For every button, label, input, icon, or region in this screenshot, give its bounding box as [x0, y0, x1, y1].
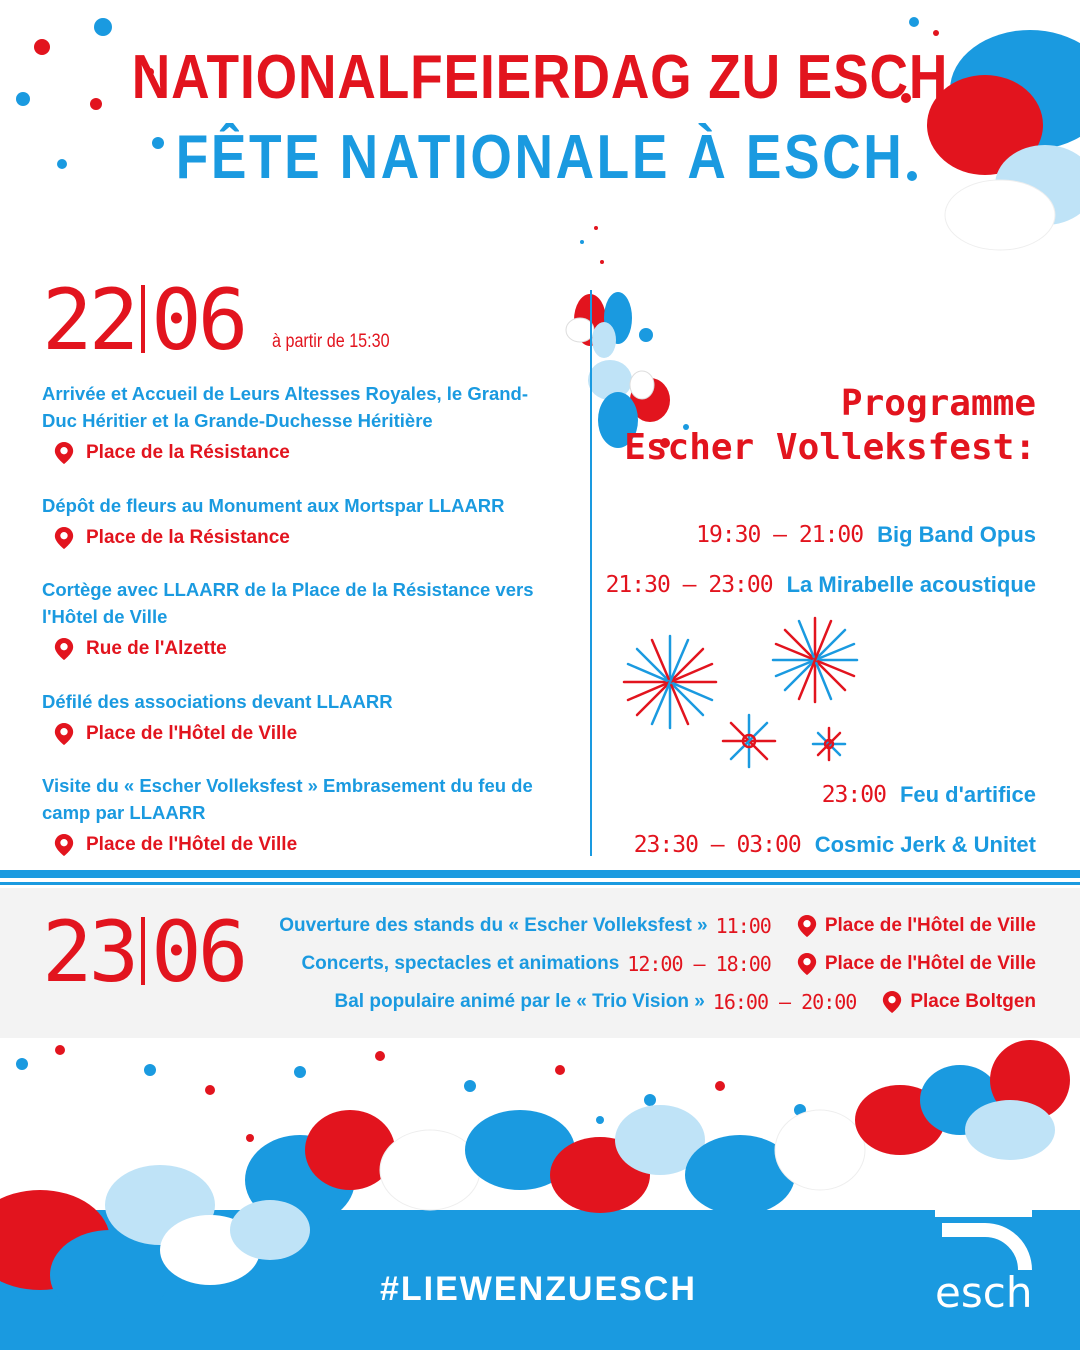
map-pin-icon: [54, 834, 74, 856]
programme-act: La Mirabelle acoustique: [786, 572, 1036, 597]
day2-item-location: Place de l'Hôtel de Ville: [824, 915, 1036, 936]
event-location-label: Place de l'Hôtel de Ville: [86, 723, 298, 744]
programme-time: 19:30 – 21:00: [696, 522, 864, 548]
map-pin-icon: [54, 723, 74, 745]
title-french: FÊTE NATIONALE À ESCH: [175, 123, 905, 192]
programme-act: Feu d'artifice: [899, 782, 1036, 807]
event-item: [42, 772, 562, 856]
event-location-label: Place de l'Hôtel de Ville: [86, 834, 298, 855]
day2-item-location: Place Boltgen: [910, 991, 1036, 1012]
programme-item: [606, 572, 1036, 598]
event-item: [42, 492, 562, 549]
programme-title: [624, 382, 1036, 470]
event-item: [42, 380, 562, 464]
map-pin-icon: [54, 527, 74, 549]
day1-month: 06: [151, 271, 245, 369]
day2-item-time: 12:00 – 18:00: [627, 952, 771, 976]
day1-day: 22: [42, 271, 136, 369]
event-title: Visite du « Escher Volleksfest » Embrasement du feu de camp par LLAARR: [42, 775, 533, 823]
day2-item: [335, 990, 1036, 1014]
day2-item-location: Place de l'Hôtel de Ville: [824, 953, 1036, 974]
day2-item-title: Bal populaire animé par le « Trio Vision »: [334, 991, 705, 1012]
programme-time: 23:30 – 03:00: [633, 832, 801, 858]
day2-day: 23: [42, 903, 136, 1001]
day2-month: 06: [151, 903, 245, 1001]
day2-item-time: 11:00: [715, 914, 771, 938]
esch-logo-icon: [930, 1170, 1040, 1270]
programme-act: Cosmic Jerk & Unitet: [814, 832, 1036, 857]
programme-time: 21:30 – 23:00: [605, 572, 773, 598]
event-location-label: Rue de l'Alzette: [86, 638, 227, 659]
logo-text: esch: [935, 1268, 1033, 1317]
map-pin-icon: [54, 638, 74, 660]
event-location-label: Place de la Résistance: [86, 442, 290, 463]
day2-item: [301, 952, 1036, 976]
event-title: Défilé des associations devant LLAARR: [42, 691, 393, 712]
section-divider: [0, 882, 1080, 885]
map-pin-icon: [882, 991, 902, 1013]
event-item: [42, 576, 562, 660]
map-pin-icon: [797, 953, 817, 975]
day1-date: [42, 271, 245, 369]
hashtag: #LIEWENZUESCH: [380, 1270, 697, 1308]
map-pin-icon: [54, 442, 74, 464]
title-luxembourgish: NATIONALFEIERDAG ZU ESCH: [131, 43, 949, 112]
event-location: [54, 723, 562, 745]
programme-title-line1: Programme: [840, 383, 1036, 424]
programme-title-line2: Escher Volleksfest:: [624, 427, 1036, 468]
programme-act: Big Band Opus: [877, 522, 1036, 547]
divider: [590, 290, 592, 856]
day2-item-time: 16:00 – 20:00: [712, 990, 857, 1014]
programme-item: [634, 832, 1036, 858]
event-location-label: Place de la Résistance: [86, 527, 290, 548]
event-title: Dépôt de fleurs au Monument aux Mortspar LLAARR: [42, 495, 505, 516]
programme-time: 23:00: [821, 782, 886, 808]
event-item: [42, 688, 562, 745]
event-location: [54, 834, 562, 856]
day2-item-title: Concerts, spectacles et animations: [301, 953, 620, 974]
event-location: [54, 527, 562, 549]
day2-item: [279, 914, 1036, 938]
day1-start-time: à partir de 15:30: [272, 331, 390, 352]
programme-item: [822, 782, 1036, 808]
event-location: [54, 442, 562, 464]
event-title: Cortège avec LLAARR de la Place de la Résistance vers l'Hôtel de Ville: [42, 579, 534, 627]
map-pin-icon: [797, 915, 817, 937]
day2-date: [42, 903, 245, 1001]
event-location: [54, 638, 562, 660]
firework-icon: [608, 610, 868, 780]
event-title: Arrivée et Accueil de Leurs Altesses Royales, le Grand-Duc Héritier et la Grande-Duchesse Héritière: [42, 383, 529, 431]
day2-item-title: Ouverture des stands du « Escher Volleksfest »: [279, 915, 708, 936]
programme-item: [696, 522, 1036, 548]
section-divider: [0, 870, 1080, 878]
